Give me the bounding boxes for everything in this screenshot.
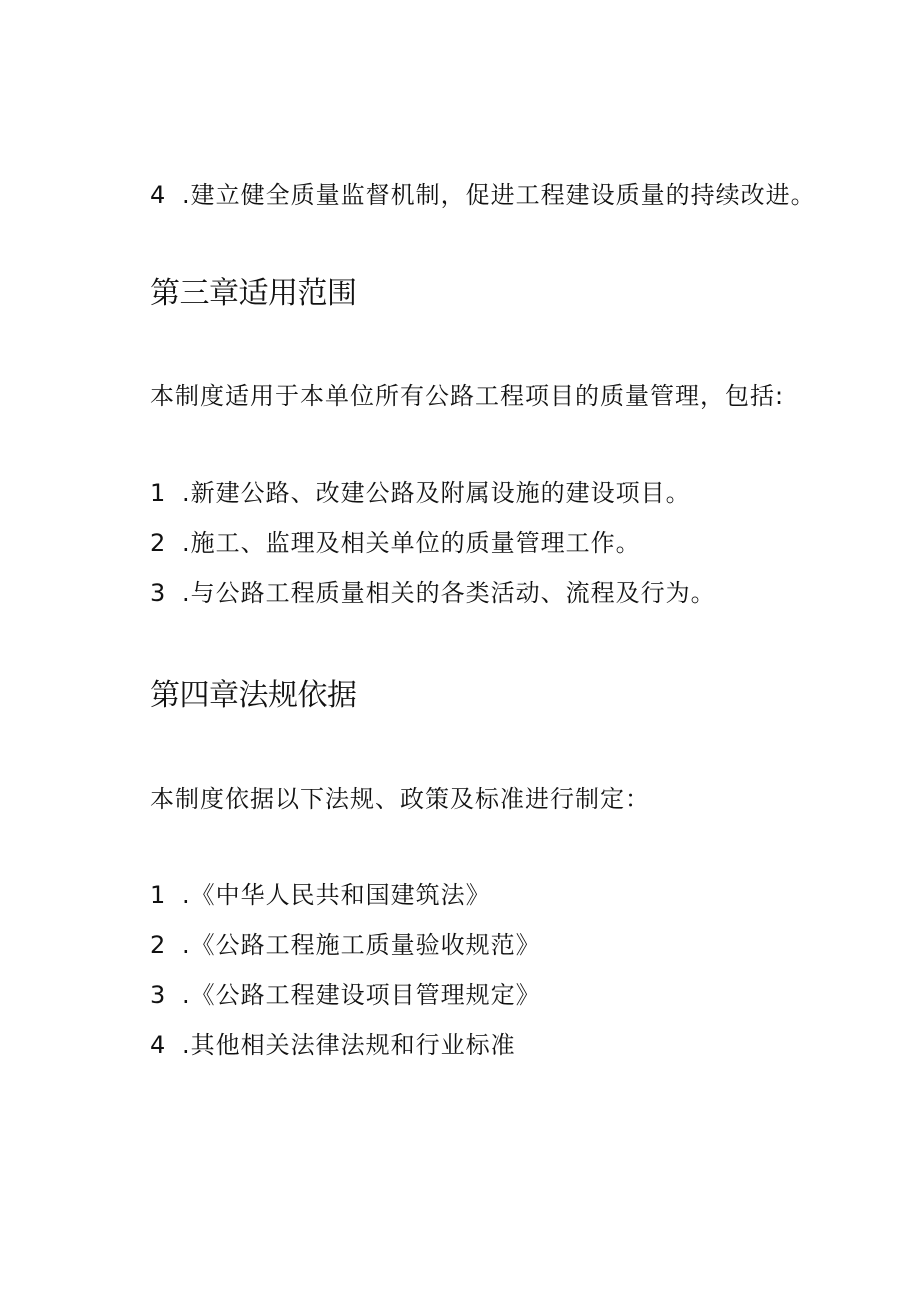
list-item-number: 1 (150, 479, 167, 507)
list-item (150, 479, 691, 508)
chapter-3-intro: 本制度适用于本单位所有公路工程项目的质量管理，包括: (150, 382, 785, 410)
list-item-text: .《公路工程建设项目管理规定》 (182, 981, 541, 1009)
list-item (150, 529, 641, 558)
list-item (150, 1031, 516, 1060)
list-item (150, 981, 541, 1010)
chapter-4-title: 第四章法规依据 (150, 678, 357, 713)
list-item-number: 1 (150, 881, 167, 909)
list-item-number: 2 (150, 931, 167, 959)
list-item (150, 579, 716, 608)
list-item-number: 3 (150, 981, 167, 1009)
list-item-text: .《中华人民共和国建筑法》 (182, 881, 491, 909)
list-item-text: .与公路工程质量相关的各类活动、流程及行为。 (182, 579, 716, 607)
list-item-number: 4 (150, 181, 167, 209)
list-item-text: .《公路工程施工质量验收规范》 (182, 931, 541, 959)
list-item-number: 4 (150, 1031, 167, 1059)
list-item (150, 931, 541, 960)
chapter-3-title: 第三章适用范围 (150, 276, 357, 311)
list-item (150, 881, 491, 910)
list-item-number: 3 (150, 579, 167, 607)
list-item (150, 181, 816, 210)
chapter-4-intro: 本制度依据以下法规、政策及标准进行制定： (150, 785, 650, 813)
list-item-text: .新建公路、改建公路及附属设施的建设项目。 (182, 479, 691, 507)
list-item-text: .其他相关法律法规和行业标准 (182, 1031, 516, 1059)
list-item-text: .施工、监理及相关单位的质量管理工作。 (182, 529, 641, 557)
list-item-text: .建立健全质量监督机制，促进工程建设质量的持续改进。 (182, 181, 816, 209)
list-item-number: 2 (150, 529, 167, 557)
